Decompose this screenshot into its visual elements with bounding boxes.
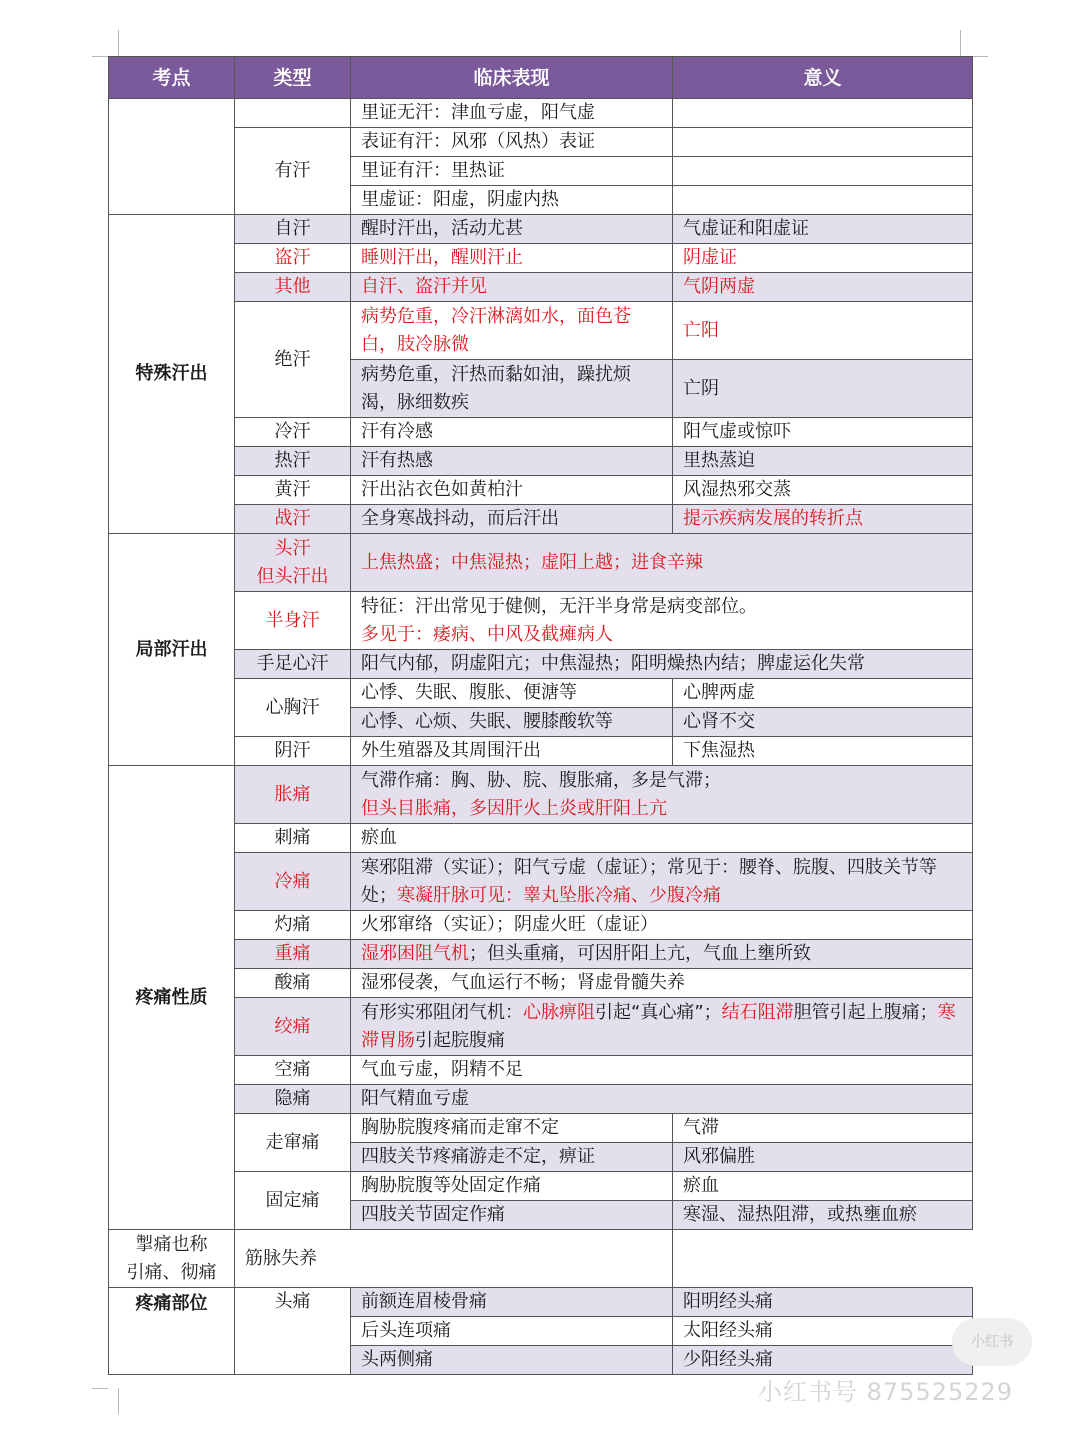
clinical-cell: 阳气精血亏虚 [351,1085,973,1114]
table-row [109,1114,973,1143]
clinical-line-emphasis: 但头目胀痛，多因肝火上炎或肝阳上亢 [361,797,667,819]
type-cell: 冷汗 [235,418,351,447]
type-cell: 绞痛 [235,998,351,1056]
meaning-cell: 心肾不交 [673,708,973,737]
clinical-cell: 外生殖器及其周围汗出 [351,737,673,766]
table-row [109,650,973,679]
clinical-cell: 阳气内郁，阴虚阳亢；中焦湿热；阳明燥热内结；脾虚运化失常 [351,650,973,679]
clinical-cell [351,592,973,650]
meaning-cell [673,186,973,215]
type-cell: 掣痛也称 引痛、彻痛 [109,1230,235,1288]
type-cell: 手足心汗 [235,650,351,679]
table-row [109,1085,973,1114]
meaning-cell: 心脾两虚 [673,679,973,708]
clinical-cell: 气血亏虚，阴精不足 [351,1056,973,1085]
type-cell: 固定痛 [235,1172,351,1230]
meaning-cell: 太阳经头痛 [673,1317,973,1346]
type-cell: 半身汗 [235,592,351,650]
table-row [109,505,973,534]
type-cell: 阴汗 [235,737,351,766]
type-cell: 灼痛 [235,911,351,940]
type-cell: 热汗 [235,447,351,476]
clinical-cell: 心悸、失眠、腹胀、便溏等 [351,679,673,708]
table-row [109,128,973,157]
clinical-cell: 湿邪侵袭，气血运行不畅；肾虚骨髓失养 [351,969,973,998]
table-row [109,940,973,969]
clinical-cell: 心悸、心烦、失眠、腰膝酸软等 [351,708,673,737]
meaning-cell [673,157,973,186]
table-row [109,215,973,244]
clinical-cell: 上焦热盛；中焦湿热；虚阳上越；进食辛辣 [351,534,973,592]
topic-cell: 局部汗出 [109,534,235,766]
clinical-cell: 后头连项痛 [351,1317,673,1346]
header-clinical: 临床表现 [351,57,673,99]
type-cell: 空痛 [235,1056,351,1085]
clinical-cell: 汗出沾衣色如黄柏汁 [351,476,673,505]
table-row [109,853,973,911]
meaning-cell: 气虚证和阳虚证 [673,215,973,244]
table-row [109,737,973,766]
clinical-text-emphasis: 结石阻滞 [721,1001,794,1023]
clinical-line-emphasis: 多见于：痿病、中风及截瘫病人 [361,623,613,645]
table-row [109,1230,973,1288]
table-row [109,418,973,447]
clinical-cell: 筋脉失养 [235,1230,673,1288]
clinical-cell: 里虚证：阳虚，阴虚内热 [351,186,673,215]
meaning-cell: 寒湿、湿热阻滞，或热壅血瘀 [673,1201,973,1230]
table-row [109,998,973,1056]
clinical-cell: 里证有汗：里热证 [351,157,673,186]
clinical-cell: 睡则汗出，醒则汗止 [351,244,673,273]
clinical-text: 寒邪阻滞（实证）；阳气亏虚（虚证）；常见于：腰脊、脘腹、四肢关节等处； [361,856,937,906]
meaning-cell: 亡阴 [673,360,973,418]
xiaohongshu-badge: 小红书 [952,1318,1032,1366]
clinical-cell: 病势危重，冷汗淋漓如水，面色苍白，肢冷脉微 [351,302,673,360]
clinical-text-emphasis: 心脉痹阻 [523,1001,595,1023]
meaning-cell: 提示疾病发展的转折点 [673,505,973,534]
meaning-cell: 气滞 [673,1114,973,1143]
tcm-table [108,56,973,1375]
type-cell: 头汗 但头汗出 [235,534,351,592]
table-row [109,99,973,128]
clinical-cell: 病势危重，汗热而黏如油，躁扰烦渴，脉细数疾 [351,360,673,418]
clinical-cell: 火邪窜络（实证）；阴虚火旺（虚证） [351,911,973,940]
type-cell: 走窜痛 [235,1114,351,1172]
clinical-cell [351,940,973,969]
type-cell: 自汗 [235,215,351,244]
crop-mark [92,1388,108,1389]
meaning-cell: 阳明经头痛 [673,1288,973,1317]
table-row [109,273,973,302]
clinical-cell: 全身寒战抖动，而后汗出 [351,505,673,534]
table-row [109,969,973,998]
header-kaodian: 考点 [109,57,235,99]
type-cell: 心胸汗 [235,679,351,737]
clinical-cell: 里证无汗：津血亏虚，阳气虚 [351,99,673,128]
type-cell: 隐痛 [235,1085,351,1114]
clinical-cell: 汗有冷感 [351,418,673,447]
clinical-cell: 胸胁脘腹疼痛而走窜不定 [351,1114,673,1143]
clinical-cell: 自汗、盗汗并见 [351,273,673,302]
table-row [109,447,973,476]
clinical-text: 引起脘腹痛 [415,1029,505,1051]
clinical-cell: 表证有汗：风邪（风热）表证 [351,128,673,157]
table-row [109,1288,973,1317]
clinical-cell: 胸胁脘腹等处固定作痛 [351,1172,673,1201]
type-cell: 冷痛 [235,853,351,911]
clinical-text: 有形实邪阻闭气机： [361,1001,523,1023]
table-row [109,766,973,824]
header-meaning: 意义 [673,57,973,99]
topic-cell: 特殊汗出 [109,215,235,534]
crop-mark [118,30,119,56]
clinical-cell: 四肢关节疼痛游走不定，痹证 [351,1143,673,1172]
table-row [109,534,973,592]
type-cell: 重痛 [235,940,351,969]
clinical-cell: 醒时汗出，活动尤甚 [351,215,673,244]
type-cell: 绝汗 [235,302,351,418]
clinical-cell: 头两侧痛 [351,1346,673,1375]
table-row [109,824,973,853]
table-row [109,679,973,708]
clinical-text: 引起“真心痛”； [595,1001,722,1023]
clinical-cell: 瘀血 [351,824,973,853]
crop-mark [960,30,961,56]
table-row [109,302,973,360]
meaning-cell: 阳气虚或惊吓 [673,418,973,447]
crop-mark [92,56,108,57]
type-cell [235,99,351,128]
crop-mark [118,1388,119,1414]
type-cell: 酸痛 [235,969,351,998]
meaning-cell: 风湿热邪交蒸 [673,476,973,505]
meaning-cell [673,99,973,128]
clinical-cell: 前额连眉棱骨痛 [351,1288,673,1317]
table-row [109,476,973,505]
type-cell: 胀痛 [235,766,351,824]
type-cell: 其他 [235,273,351,302]
crop-mark [972,56,988,57]
meaning-cell: 阴虚证 [673,244,973,273]
type-cell: 黄汗 [235,476,351,505]
meaning-cell: 气阴两虚 [673,273,973,302]
clinical-line: 特征：汗出常见于健侧，无汗半身常是病变部位。 [361,595,757,617]
meaning-cell: 里热蒸迫 [673,447,973,476]
table-row [109,911,973,940]
clinical-cell: 汗有热感 [351,447,673,476]
clinical-cell [351,998,973,1056]
type-cell: 刺痛 [235,824,351,853]
topic-cell: 疼痛部位 [109,1288,235,1375]
type-cell: 战汗 [235,505,351,534]
meaning-cell: 风邪偏胜 [673,1143,973,1172]
meaning-cell [673,128,973,157]
clinical-cell: 四肢关节固定作痛 [351,1201,673,1230]
clinical-cell [351,766,973,824]
clinical-text: 胆管引起上腹痛； [793,1001,938,1023]
type-cell: 盗汗 [235,244,351,273]
clinical-text-emphasis: 寒凝肝脉可见：睾丸坠胀冷痛、少腹冷痛 [397,884,721,906]
table-row [109,1056,973,1085]
type-cell: 头痛 [235,1288,351,1375]
clinical-text: ；但头重痛，可因肝阳上亢，气血上壅所致 [469,943,811,964]
clinical-cell [351,853,973,911]
topic-cell-empty [109,99,235,215]
header-leixing: 类型 [235,57,351,99]
watermark: 小红书号 875525229 [758,1378,1014,1406]
topic-cell: 疼痛性质 [109,766,235,1230]
meaning-cell: 下焦湿热 [673,737,973,766]
meaning-cell: 少阳经头痛 [673,1346,973,1375]
table-row [109,1172,973,1201]
table-row [109,244,973,273]
clinical-line: 气滞作痛：胸、胁、脘、腹胀痛，多是气滞； [361,769,721,791]
header-row [109,57,973,99]
clinical-text-emphasis: 寒滞胃肠 [361,1001,956,1051]
meaning-cell: 亡阳 [673,302,973,360]
type-cell: 有汗 [235,128,351,215]
table-row [109,592,973,650]
clinical-text-emphasis: 湿邪困阻气机 [361,943,469,964]
meaning-cell: 瘀血 [673,1172,973,1201]
